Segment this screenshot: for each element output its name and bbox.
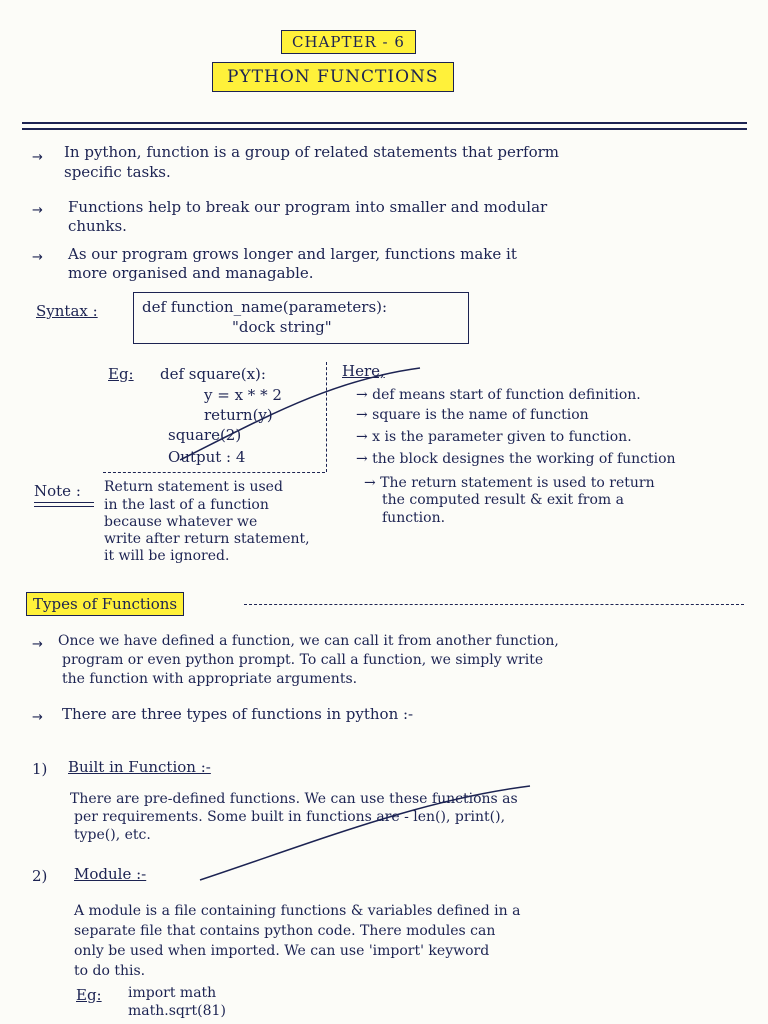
- syntax-label: Syntax :: [36, 302, 98, 320]
- here-point: → the block designes the working of function: [356, 451, 676, 467]
- builtin-line: per requirements. Some built in functions are - len(), print(),: [74, 809, 506, 825]
- example-code-line: return(y): [204, 406, 273, 424]
- module-line: separate file that contains python code. There modules can: [74, 923, 496, 939]
- note-line: it will be ignored.: [104, 548, 230, 564]
- arrow-icon: →: [32, 150, 43, 165]
- module-line: only be used when imported. We can use 'import' keyword: [74, 943, 490, 959]
- arrow-icon: →: [32, 250, 43, 265]
- syntax-code-line: def function_name(parameters):: [142, 298, 388, 316]
- intro-line: Functions help to break our program into smaller and modular: [68, 198, 548, 216]
- builtin-line: type(), etc.: [74, 827, 151, 843]
- module-line: A module is a file containing functions & variables defined in a: [74, 903, 521, 919]
- intro-line: chunks.: [68, 217, 127, 235]
- builtin-heading: Built in Function :-: [68, 758, 211, 776]
- module-eg-line: import math: [128, 985, 217, 1001]
- module-line: to do this.: [74, 963, 146, 979]
- syntax-docstring: "dock string": [232, 318, 332, 336]
- here-point: function.: [382, 510, 446, 526]
- types-line: the function with appropriate arguments.: [62, 671, 358, 687]
- example-output: Output : 4: [168, 448, 246, 466]
- arrow-icon: →: [32, 637, 43, 652]
- page-title: PYTHON FUNCTIONS: [212, 62, 454, 92]
- here-point: the computed result & exit from a: [382, 492, 624, 508]
- types-line: There are three types of functions in python :-: [62, 705, 414, 723]
- note-line: write after return statement,: [104, 531, 310, 547]
- intro-line: In python, function is a group of related statements that perform: [64, 143, 560, 161]
- intro-line: specific tasks.: [64, 163, 171, 181]
- here-point: → square is the name of function: [356, 407, 589, 423]
- section-heading-types: Types of Functions: [26, 592, 184, 616]
- types-line: Once we have defined a function, we can call it from another function,: [58, 633, 559, 649]
- note-line: because whatever we: [104, 514, 258, 530]
- here-point: → The return statement is used to return: [364, 475, 655, 491]
- list-number: 1): [32, 760, 48, 778]
- types-line: program or even python prompt. To call a function, we simply write: [62, 652, 544, 668]
- list-number: 2): [32, 867, 48, 885]
- here-point: → def means start of function definition.: [356, 387, 641, 403]
- module-eg-line: math.sqrt(81): [128, 1003, 226, 1019]
- example-label: Eg:: [108, 365, 134, 383]
- example-code-line: def square(x):: [160, 365, 266, 383]
- builtin-line: There are pre-defined functions. We can use these functions as: [70, 791, 518, 807]
- arrow-icon: →: [32, 710, 43, 725]
- here-label: Here,: [342, 362, 385, 380]
- here-point: → x is the parameter given to function.: [356, 429, 632, 445]
- note-label: Note :: [34, 482, 81, 500]
- module-eg-label: Eg:: [76, 986, 102, 1004]
- intro-line: more organised and managable.: [68, 264, 314, 282]
- intro-line: As our program grows longer and larger, functions make it: [68, 245, 517, 263]
- arrow-icon: →: [32, 203, 43, 218]
- note-line: in the last of a function: [104, 497, 269, 513]
- module-heading: Module :-: [74, 865, 147, 883]
- note-line: Return statement is used: [104, 479, 283, 495]
- chapter-heading: CHAPTER - 6: [281, 30, 416, 54]
- example-code-line: square(2): [168, 426, 242, 444]
- example-code-line: y = x * * 2: [204, 386, 282, 404]
